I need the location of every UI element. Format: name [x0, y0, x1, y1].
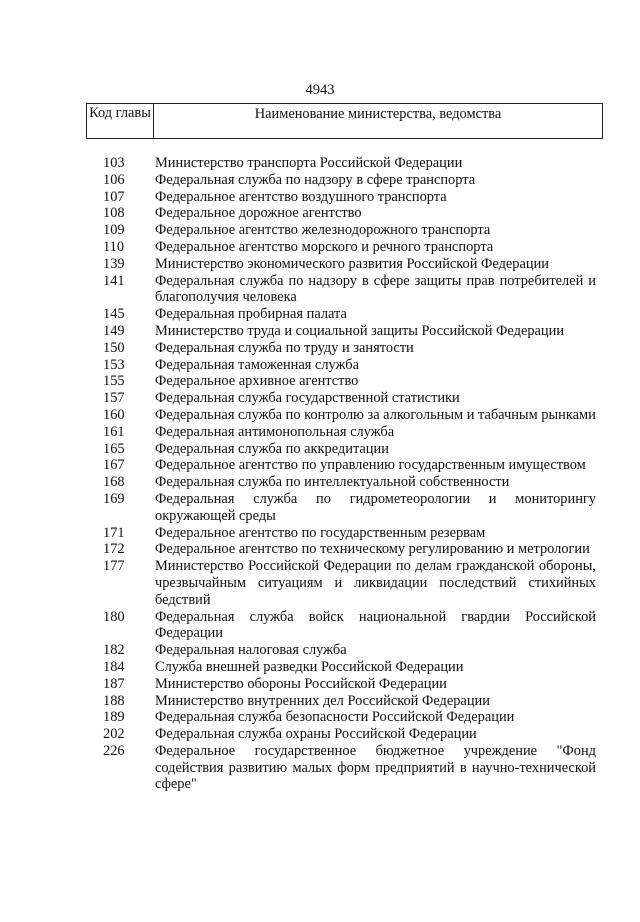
chapter-code: 150: [103, 339, 125, 356]
chapter-code: 172: [103, 541, 125, 558]
chapter-code: 149: [103, 322, 125, 339]
list-item: [0, 155, 640, 172]
list-item: [0, 172, 640, 189]
list-item: [0, 474, 640, 491]
chapter-code: 155: [103, 373, 125, 390]
chapter-code: 171: [103, 524, 125, 541]
list-item: [0, 693, 640, 710]
list-item: [0, 642, 640, 659]
ministry-name: Федеральная пробирная палата: [155, 306, 347, 323]
ministry-name: Федеральная служба охраны Российской Федерации: [155, 726, 477, 743]
list-item: [0, 273, 640, 307]
ministry-name: Федеральная служба войск национальной гвардии Российской Федерации: [155, 608, 596, 642]
list-item: [0, 609, 640, 643]
ministry-name: Федеральная служба государственной статистики: [155, 390, 460, 407]
list-item: [0, 424, 640, 441]
ministry-name: Федеральная антимонопольная служба: [155, 423, 395, 440]
ministry-list: [0, 155, 640, 793]
list-item: [0, 743, 640, 793]
ministry-name: Федеральное агентство по техническому регулированию и метрологии: [155, 541, 590, 558]
list-item: [0, 726, 640, 743]
chapter-code: 160: [103, 406, 125, 423]
ministry-name: Федеральное агентство по государственным резервам: [155, 524, 486, 541]
ministry-name: Федеральная налоговая служба: [155, 642, 347, 659]
chapter-code: 110: [103, 238, 125, 255]
chapter-code: 202: [103, 726, 125, 743]
ministry-name: Федеральная служба по гидрометеорологии и мониторингу окружающей среды: [155, 490, 596, 524]
list-item: [0, 373, 640, 390]
ministry-name: Федеральное агентство морского и речного транспорта: [155, 238, 494, 255]
list-item: [0, 323, 640, 340]
list-item: [0, 709, 640, 726]
chapter-code: 103: [103, 155, 125, 171]
chapter-code: 187: [103, 675, 125, 692]
list-item: [0, 441, 640, 458]
list-item: [0, 659, 640, 676]
ministry-name: Федеральное дорожное агентство: [155, 205, 362, 222]
list-item: [0, 407, 640, 424]
chapter-code: 189: [103, 709, 125, 726]
chapter-code: 169: [103, 490, 125, 507]
ministry-name: Федеральная служба по контролю за алкогольным и табачным рынками: [155, 406, 596, 423]
chapter-code: 108: [103, 205, 125, 222]
ministry-name: Федеральная таможенная служба: [155, 356, 360, 373]
list-item: [0, 340, 640, 357]
list-item: [0, 558, 640, 608]
chapter-code: 184: [103, 658, 125, 675]
list-item: [0, 205, 640, 222]
code-column-header: Код главы: [87, 104, 154, 138]
ministry-name: Федеральная служба по надзору в сфере защиты прав потребителей и благополучия человека: [155, 272, 596, 306]
chapter-code: 167: [103, 457, 125, 474]
ministry-name: Федеральное архивное агентство: [155, 373, 359, 390]
chapter-code: 107: [103, 188, 125, 205]
list-item: [0, 541, 640, 558]
ministry-name: Министерство экономического развития Российской Федерации: [155, 255, 549, 272]
ministry-name: Федеральное государственное бюджетное учреждение "Фонд содействия развитию малых форм предприятий в научно-технической сфере": [155, 742, 596, 793]
list-item: [0, 239, 640, 256]
ministry-name: Министерство обороны Российской Федерации: [155, 675, 447, 692]
chapter-code: 180: [103, 608, 125, 625]
chapter-code: 153: [103, 356, 125, 373]
ministry-name: Федеральная служба безопасности Российской Федерации: [155, 709, 515, 726]
ministry-name: Федеральная служба по надзору в сфере транспорта: [155, 171, 476, 188]
list-item: [0, 256, 640, 273]
chapter-code: 139: [103, 255, 125, 272]
ministry-name: Министерство внутренних дел Российской Федерации: [155, 692, 490, 709]
list-item: [0, 676, 640, 693]
ministry-name: Федеральная служба по интеллектуальной собственности: [155, 474, 510, 491]
ministry-name: Федеральное агентство по управлению государственным имуществом: [155, 457, 586, 474]
chapter-code: 168: [103, 474, 125, 491]
chapter-code: 165: [103, 440, 125, 457]
ministry-name: Министерство труда и социальной защиты Российской Федерации: [155, 322, 565, 339]
chapter-code: 188: [103, 692, 125, 709]
name-column-header: Наименование министерства, ведомства: [254, 106, 502, 122]
column-header: [86, 103, 603, 139]
ministry-name: Федеральное агентство железнодорожного транспорта: [155, 222, 491, 239]
chapter-code: 161: [103, 423, 125, 440]
list-item: [0, 222, 640, 239]
list-item: [0, 525, 640, 542]
list-item: [0, 491, 640, 525]
list-item: [0, 189, 640, 206]
list-item: [0, 306, 640, 323]
list-item: [0, 357, 640, 374]
ministry-name: Федеральная служба по аккредитации: [155, 440, 389, 457]
ministry-name: Служба внешней разведки Российской Федерации: [155, 658, 464, 675]
page-number: 4943: [305, 82, 335, 98]
chapter-code: 226: [103, 742, 125, 759]
chapter-code: 182: [103, 642, 125, 659]
chapter-code: 145: [103, 306, 125, 323]
ministry-name: Министерство транспорта Российской Федерации: [155, 155, 463, 171]
list-item: [0, 457, 640, 474]
chapter-code: 157: [103, 390, 125, 407]
chapter-code: 141: [103, 272, 125, 289]
chapter-code: 106: [103, 171, 125, 188]
ministry-name: Федеральная служба по труду и занятости: [155, 339, 414, 356]
list-item: [0, 390, 640, 407]
chapter-code: 177: [103, 558, 125, 575]
chapter-code: 109: [103, 222, 125, 239]
ministry-name: Министерство Российской Федерации по делам гражданской обороны, чрезвычайным ситуациям и ликвидации последствий стихийных бедствий: [155, 558, 596, 608]
ministry-name: Федеральное агентство воздушного транспорта: [155, 188, 447, 205]
